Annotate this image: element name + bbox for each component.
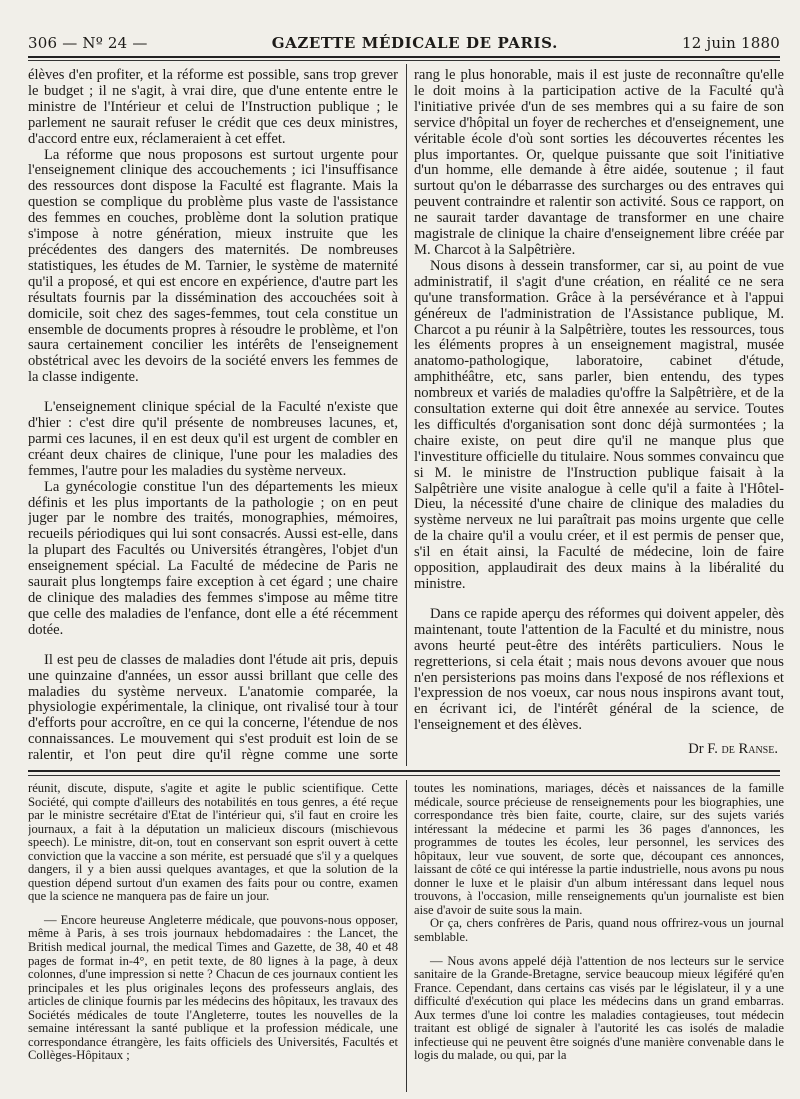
column-divider <box>406 780 407 1092</box>
section-rule <box>28 770 780 772</box>
signature <box>414 742 784 758</box>
article-column-left <box>28 68 398 764</box>
article-column-right <box>414 68 784 764</box>
news-column-left <box>28 782 398 1092</box>
journal-title: GAZETTE MÉDICALE DE PARIS. <box>271 34 558 52</box>
paragraph: La gynécologie constitue l'un des départements les mieux définis et les plus importants de la pathologie ; on en peut juger par le nombre des traités, monographies, mémoires, recueils périodiques qui lui sont consacrés. Aussi est-elle, dans la plupart des Facultés ou Universités étrangères, l'objet d'un enseignement spécial. La Faculté de médecine de Paris ne saurait plus longtemps faire exception à cet égard ; une chaire de clinique des maladies des femmes s'impose au même titre que celle des maladies de l'enfance, dont elle a été récemment dotée. <box>28 478 398 638</box>
paragraph: Dans ce rapide aperçu des réformes qui doivent appeler, dès maintenant, toute l'attention de la Faculté et du ministre, nous avons heurté peut-être des intérêts particuliers. Nous le regretterions, si cela était ; mais nous devons avouer que nous n'en persisterions pas moins dans l'exposé de nos réflexions et l'expression de nos voeux, car nous nous inspirons avant tout, en écrivant ici, de l'intérêt général de la science, de l'enseignement et des élèves. <box>414 605 784 734</box>
paragraph: Il est peu de classes de maladies dont l'étude ait pris, depuis une quinzaine d'années, un essor aussi brillant que celle des maladies du système nerveux. L'anatomie comparée, la physiologie expérimentale, la clinique, ont rivalisé tour à tour d'efforts pour accroître, en ce qui la concerne, l'étendue de nos connaissances. Le mouvement qui s'est produit est loin de se ralentir, et l'on peut dire qu'il règne comme une sorte <box>28 651 398 764</box>
signature-name: de Ranse. <box>721 741 778 758</box>
header-rule <box>28 56 780 58</box>
issue-date: 12 juin 1880 <box>682 34 780 52</box>
paragraph: — Encore heureuse Angleterre médicale, que pouvons-nous opposer, même à Paris, à ses trois journaux hebdomadaires : the Lancet, the British medical journal, the medical Times and Gazette, de 38, 40 et 48 pages de format in-4°, en petit texte, de 80 lignes à la page, à deux colonnes, d'une impression si nette ? Chacun de ces journaux contient les principales et les plus originales leçons des professeurs anglais, des articles de clinique fournis par les médecins des hôpitaux, les travaux des Sociétés médicales de toute l'Angleterre, toutes les nouvelles de la semaine intéressant la santé publique et la profession médicale, une correspondance étrangère, les faits officiels des Universités, Facultés et Collèges-Hôpitaux ; <box>28 912 398 1063</box>
page-number: 306 — Nº 24 — <box>28 34 148 52</box>
column-divider <box>406 64 407 766</box>
paragraph: rang le plus honorable, mais il est juste de reconnaître qu'elle le doit moins à la participation active de la Faculté qu'à l'initiative privée d'un de ses membres qui a su faire de son service d'hôpital un foyer de recherches et d'enseignement, une véritable école d'où sont sorties les découvertes récentes les plus importantes. Or, quelque puissante que soit l'initiative d'un homme, elle demande à être aidée, soutenue ; il faut surtout qu'on le débarrasse des surcharges ou des entraves qui peuvent contraindre et ralentir son activité. Sous ce rapport, on ne saurait tarder davantage de transformer en une chaire magistrale de clinique la chaire d'enseignement libre créée par M. Charcot à la Salpêtrière. <box>414 68 784 258</box>
paragraph: Or ça, chers confrères de Paris, quand nous offrirez-vous un journal semblable. <box>414 916 784 945</box>
paragraph: La réforme que nous proposons est surtout urgente pour l'enseignement clinique des accouchements ; ici l'insuffisance des ressources dont dispose la Faculté est flagrante. Mais la question se complique du problème plus vaste de l'assistance des femmes en couches, problème dont la solution pratique s'impose à notre génération, mieux instruite que les précédentes des dangers des maternités. De nombreuses statistiques, les études de M. Tarnier, le système de maternité qu'il a proposé, et qui est encore en expérience, d'autre part les résultats fournis par la dissémination des accouchées soit à domicile, soit chez des sages-femmes, tout cela constitue un ensemble de documents propres à résoudre le problème, et l'on saura certainement concilier les intérêts de l'enseignement obstétrical avec les devoirs de la société envers les femmes de la classe indigente. <box>28 146 398 386</box>
paragraph: toutes les nominations, mariages, décès et naissances de la famille médicale, source précieuse de renseignements pour les biographies, une correspondance très bien faite, courte, claire, sur des sujets variés intéressant la médecine et parmi les 36 pages d'annonces, les programmes de toutes les écoles, leur personnel, les services des hôpitaux, leur vue souvent, de sorte que, découpant ces annonces, laissant de côté ce qui intéresse la partie industrielle, nous avons pu nous donner le luxe et le plaisir d'un album intéressant dans lequel nous trouvons, à l'occasion, mille renseignements qu'un journaliste est bien aise d'avoir de suite sous la main. <box>414 782 784 917</box>
paragraph: réunit, discute, dispute, s'agite et agite le public scientifique. Cette Société, qui compte d'ailleurs des notabilités en tous genres, a été reçue par le ministre secrétaire d'Etat de l'intérieur qui, s'il faut en croire les journaux, a fait à la députation un malicieux discours (mischievous speech). Le ministre, dit-on, tout en conservant son esprit ouvert à cette conviction que la vaccine a son mérite, est persuadé que s'il y a quelques dangers, il y a bien aussi quelques avantages, et que la solution de la question dépend surtout d'un examen des faits pour ou contre, examen que la science ne manquera pas de faire un jour. <box>28 782 398 904</box>
signature-prefix: Dr F. <box>688 741 718 758</box>
paragraph: L'enseignement clinique spécial de la Faculté n'existe que d'hier : c'est dire qu'il présente de nombreuses lacunes, et, parmi ces lacunes, il en est deux qu'il est urgent de combler en créant deux chaires de clinique, l'une pour les maladies des femmes, l'autre pour les maladies du système nerveux. <box>28 399 398 479</box>
news-column-right <box>414 782 784 1092</box>
paragraph: Nous disons à dessein transformer, car si, au point de vue administratif, il s'agit d'une création, en réalité ce ne sera qu'une transformation. Grâce à la persévérance et à l'appui généreux de l'administration de l'Assistance publique, M. Charcot a pu réunir à la Salpêtrière, toutes les ressources, tous les éléments propres à un enseignement magistral, musée anatomo-pathologique, laboratoire, cabinet d'étude, amphithéâtre, etc, sans parler, bien entendu, des types nombreux et variés de maladies qu'offre la Salpêtrière, et de la consultation externe qui doit être annexée au service. Toutes les difficultés d'organisation sont donc déjà surmontées ; la chaire existe, on peut dire qu'il ne manque plus que l'investiture officielle du titulaire. Nous sommes convaincu que si M. le ministre de l'Instruction publique faisait à la Salpêtrière une visite analogue à celle qu'il a faite à l'Hôtel-Dieu, la nécessité d'une chaire de clinique des maladies du système nerveux ne lui paraîtrait pas moins urgente que celle de la chaire qu'il a voulu créer, et il est permis de penser que, s'il en était ainsi, la Faculté de médecine, loin de faire opposition, applaudirait des deux mains à la libéralité du ministre. <box>414 257 784 592</box>
page-header <box>28 30 780 52</box>
paragraph: élèves d'en profiter, et la réforme est possible, sans trop grever le budget ; il ne s'agit, à vrai dire, que d'une entente entre le ministre de l'Intérieur et celui de l'Instruction publique ; le parlement ne saurait refuser le crédit que ces deux ministres, d'accord entre eux, réclameraient à cet effet. <box>28 68 398 147</box>
paragraph: — Nous avons appelé déjà l'attention de nos lecteurs sur le service sanitaire de la Grande-Bretagne, service beaucoup mieux légiféré qu'en France. Cependant, dans certains cas visés par le législateur, il y a une difficulté d'exécution qui place les médecins dans un grand embarras. Aux termes d'une loi contre les maladies contagieuses, tout médecin traitant est obligé de signaler à l'autorité les cas isolés de maladie infectieuse qui ne peuvent être soignés d'une manière convenable dans le logis du malade, ou qui, par la <box>414 953 784 1063</box>
header-rule-thin <box>28 60 780 61</box>
section-rule-thin <box>28 775 780 776</box>
